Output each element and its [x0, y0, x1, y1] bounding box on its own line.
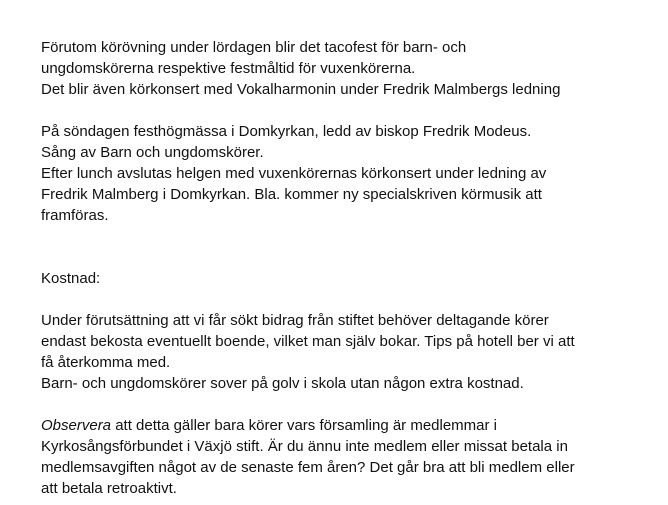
text-line: Kyrkosångsförbundet i Växjö stift. Är du ännu inte medlem eller missat betala in [41, 438, 568, 455]
text-line: Sång av Barn och ungdomskörer. [41, 144, 264, 161]
paragraph-spacer [41, 226, 651, 268]
paragraph-spacer [41, 289, 651, 310]
paragraph-spacer [41, 100, 651, 121]
text-line: Förutom körövning under lördagen blir det tacofest för barn- och [41, 39, 467, 56]
text-line: Under förutsättning att vi får sökt bidrag från stiftet behöver deltagande körer [41, 312, 549, 329]
paragraph-sunday [41, 121, 651, 226]
paragraph-spacer [41, 394, 651, 415]
text-line: medlemsavgiften något av de senaste fem åren? Det går bra att bli medlem eller [41, 459, 575, 476]
text-line: endast bekosta eventuellt boende, vilket man själv bokar. Tips på hotell ber vi att [41, 333, 575, 350]
text-span: att detta gäller bara körer vars församling är medlemmar i [111, 417, 498, 434]
cost-heading: Kostnad: [41, 270, 101, 287]
paragraph-observe [41, 415, 651, 499]
document-page [41, 37, 651, 499]
text-line: Efter lunch avslutas helgen med vuxenkörernas körkonsert under ledning av [41, 165, 547, 182]
text-line: Det blir även körkonsert med Vokalharmonin under Fredrik Malmbergs ledning [41, 81, 561, 98]
paragraph-tacofest [41, 37, 651, 100]
text-line [41, 415, 651, 436]
text-line: ungdomskörerna respektive festmåltid för vuxenkörerna. [41, 60, 416, 77]
text-line: få återkomma med. [41, 354, 171, 371]
text-line: Barn- och ungdomskörer sover på golv i skola utan någon extra kostnad. [41, 375, 524, 392]
text-line: Fredrik Malmberg i Domkyrkan. Bla. kommer ny specialskriven körmusik att [41, 186, 542, 203]
text-line: att betala retroaktivt. [41, 480, 177, 497]
text-line: framföras. [41, 207, 109, 224]
paragraph-cost [41, 310, 651, 394]
text-line: På söndagen festhögmässa i Domkyrkan, ledd av biskop Fredrik Modeus. [41, 123, 532, 140]
emphasis-observera: Observera [41, 417, 112, 434]
